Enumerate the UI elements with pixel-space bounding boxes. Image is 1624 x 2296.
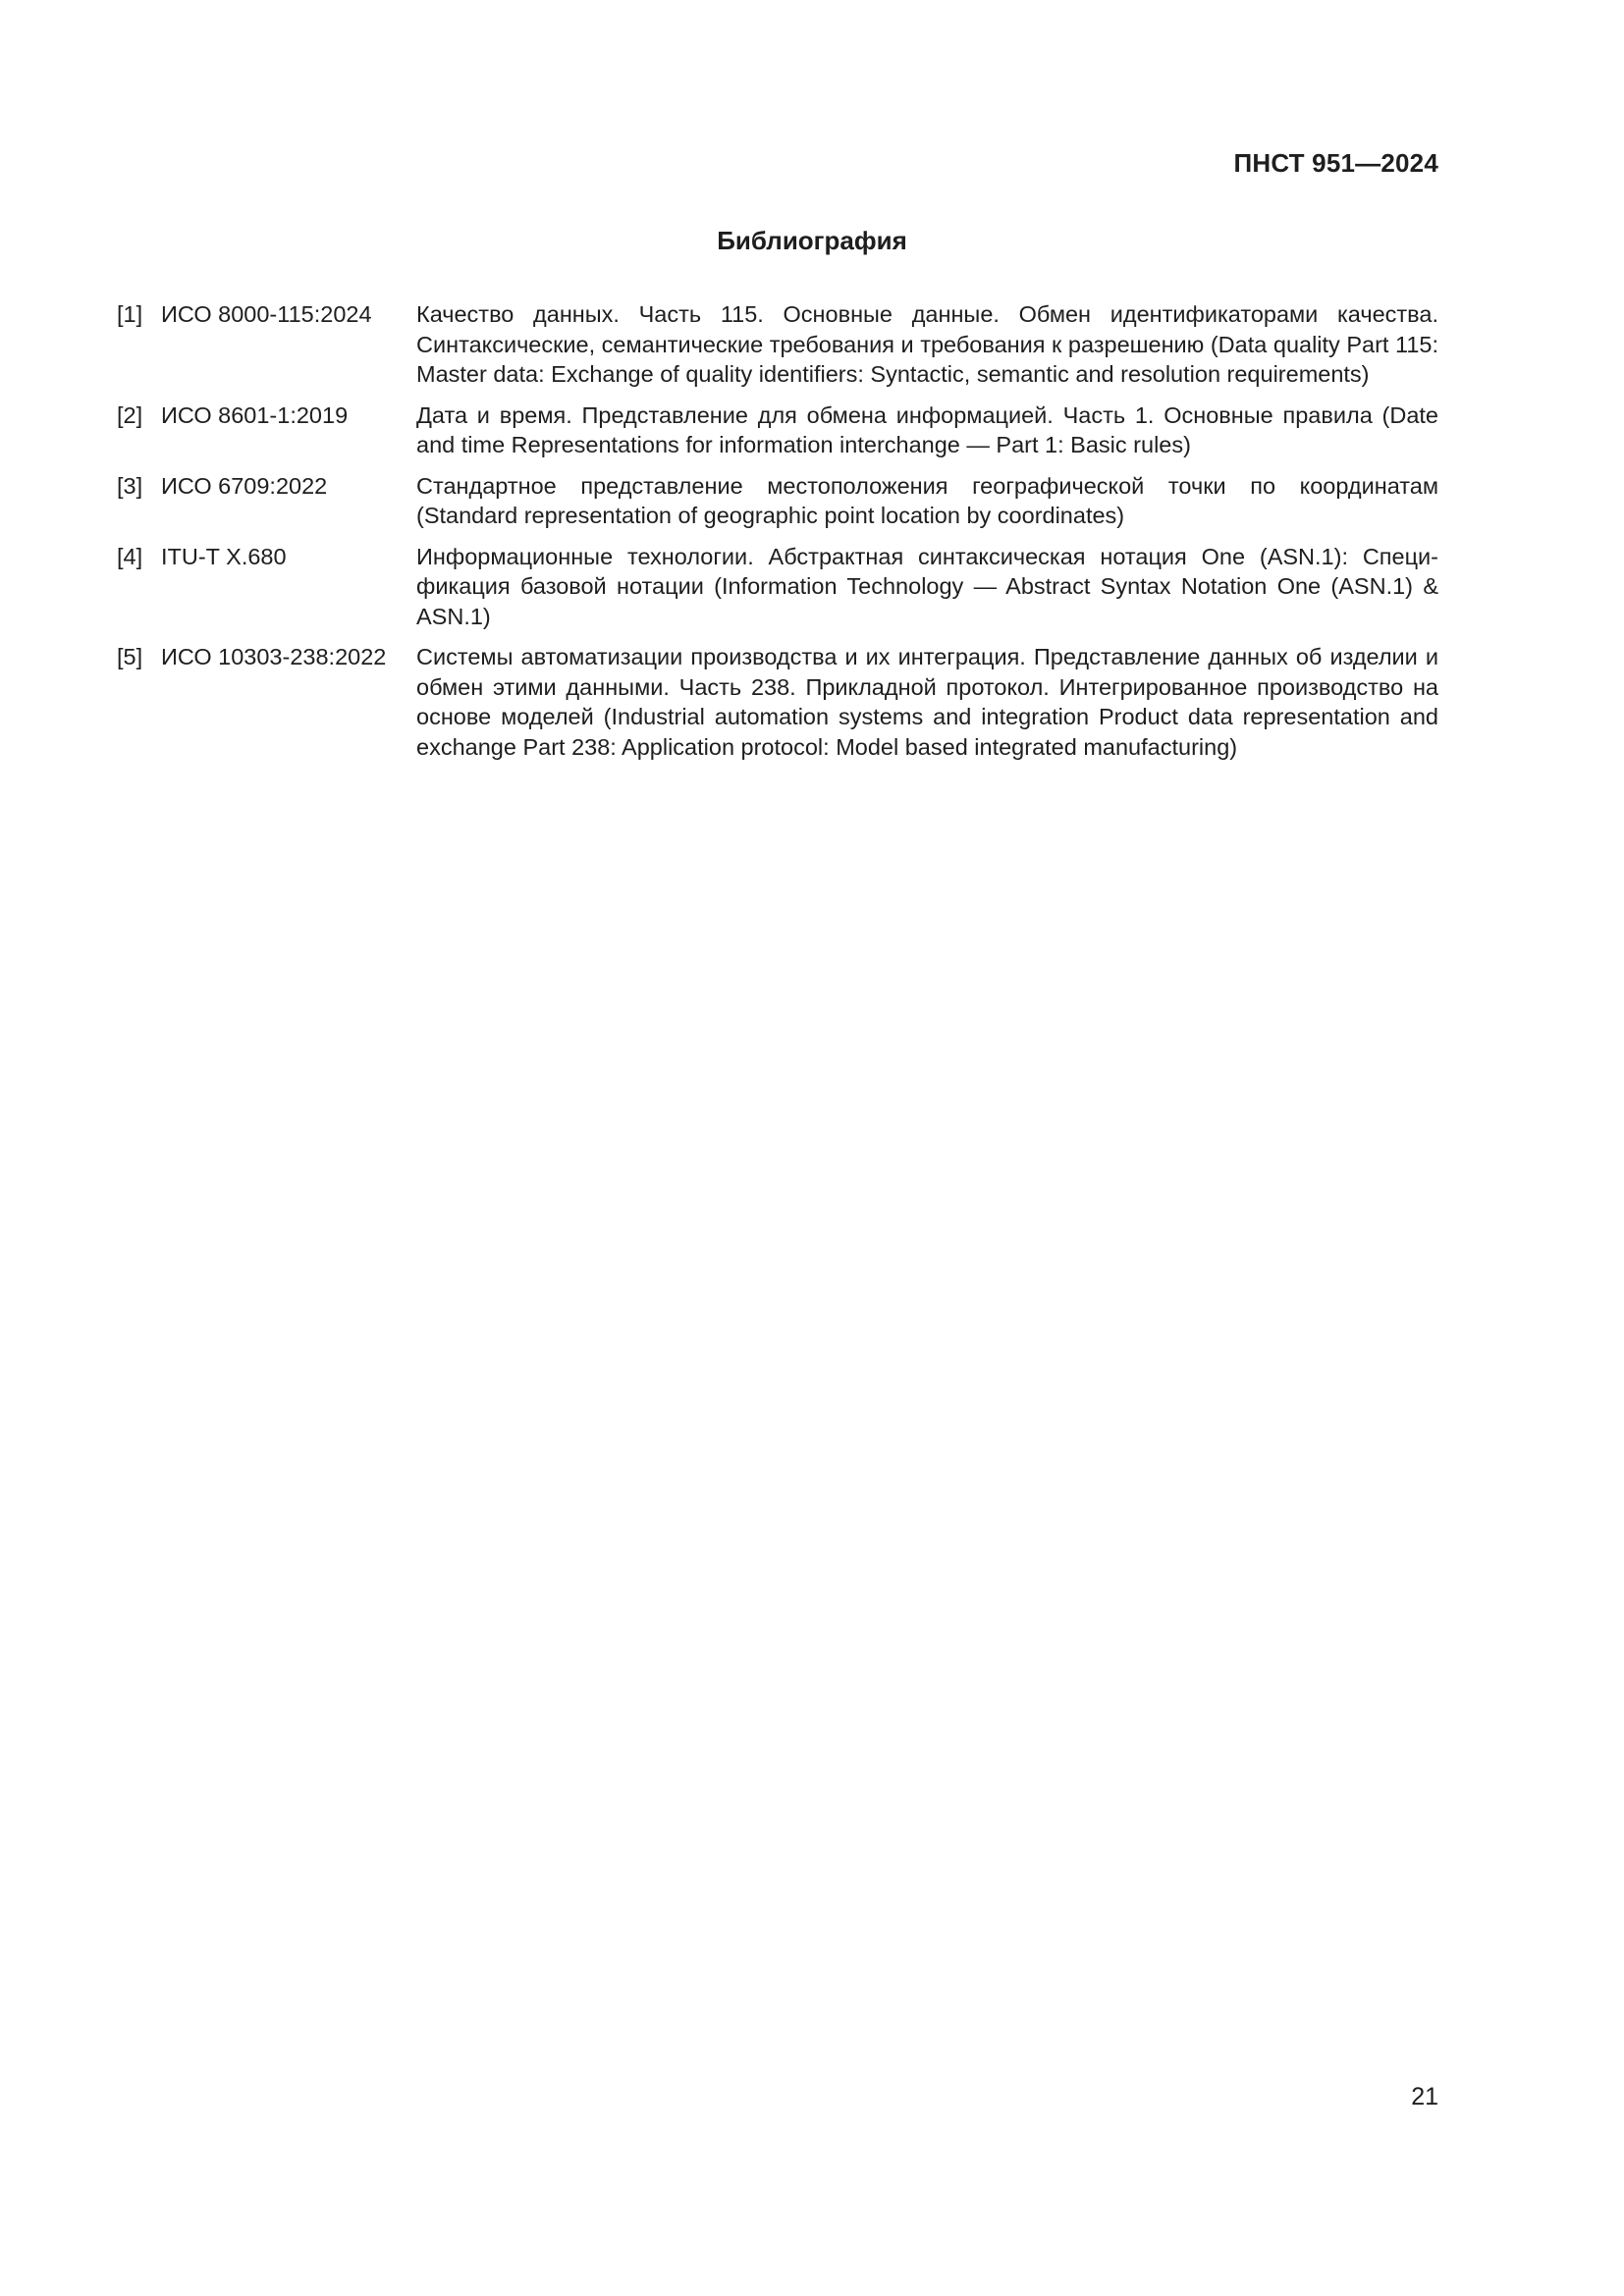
entry-description: Качество данных. Часть 115. Основные данные. Обмен идентификаторами качества. Синтаксические, семантические требования и требования к разрешению (Data quality Part 115: Master data: Exchange of quality identifiers: Syntactic, semantic and resolution requirements) — [416, 301, 1438, 387]
bibliography-entry — [117, 642, 1438, 773]
page-title: Библиография — [717, 226, 907, 255]
entry-description: Дата и время. Представление для обмена информацией. Часть 1. Основные правила (Date and time Representations for information interchange — Part 1: Basic rules) — [416, 401, 1438, 457]
entry-reference: ИСО 8000-115:2024 — [161, 301, 372, 327]
bibliography-entry — [117, 400, 1438, 471]
bibliography-entry — [117, 471, 1438, 542]
entry-reference: ITU-T X.680 — [161, 543, 287, 569]
entry-description: Информационные технологии. Абстрактная синтаксическая нотация One (ASN.1): Спецификация базовой нотации (Information Technology — Abstract Syntax Notation One (ASN.1) & ASN.1) — [416, 543, 1438, 629]
entry-number: [4] — [117, 543, 143, 569]
entry-reference: ИСО 8601-1:2019 — [161, 401, 349, 428]
page-number: 21 — [1411, 2083, 1438, 2110]
entry-reference: ИСО 10303-238:2022 — [161, 644, 387, 669]
document-code: ПНСТ 951—2024 — [1233, 148, 1438, 178]
bibliography-table — [117, 299, 1438, 773]
bibliography-entry — [117, 542, 1438, 643]
entry-number: [1] — [117, 301, 143, 327]
entry-description: Системы автоматизации производства и их интеграция. Представление данных об изделии и обмен этими данными. Часть 238. Прикладной протокол. Интегрированное производство на основе моделей (Industrial automation systems and integration Product data representation and exchange Part 238: Application protocol: Model based integrated manufacturing) — [416, 644, 1438, 760]
entry-description: Стандартное представление местоположения географической точки по координатам (Standard representation of geographic point location by coordinates) — [416, 472, 1438, 528]
entry-reference: ИСО 6709:2022 — [161, 472, 328, 499]
entry-number: [5] — [117, 644, 143, 669]
entry-number: [2] — [117, 401, 143, 428]
entry-number: [3] — [117, 472, 143, 499]
bibliography-entry — [117, 299, 1438, 400]
